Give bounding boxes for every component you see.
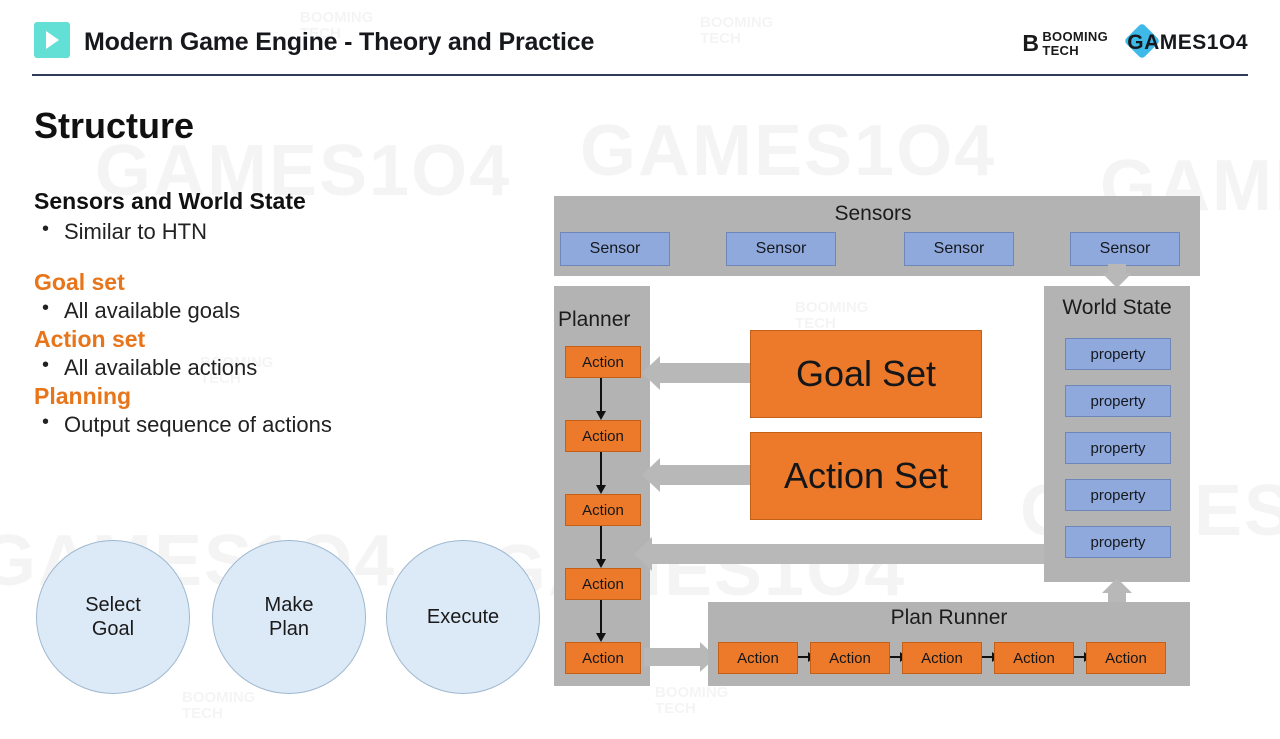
content-bullets	[34, 188, 524, 440]
play-triangle-icon	[34, 22, 70, 58]
arrow-planner-to-plan-runner	[644, 648, 700, 666]
arrow-planner-step	[600, 452, 602, 486]
heading-planning: Planning	[34, 383, 132, 409]
bullet-all-available-actions: • All available actions	[34, 355, 524, 381]
watermark-games104	[580, 110, 996, 192]
page-title: Structure	[34, 105, 195, 146]
watermark-booming-line2	[182, 705, 223, 722]
goal-set-box: Goal Set	[750, 330, 982, 418]
planner-panel-title: Planner	[558, 308, 631, 331]
flow-circle-select-goal-line1: Select	[85, 593, 141, 616]
flow-circle-make-plan-line1: Make	[264, 593, 314, 616]
plan-runner-action-box: Action	[1086, 642, 1166, 674]
flow-circle-execute	[386, 540, 540, 694]
bullet-all-available-goals: • All available goals	[34, 298, 524, 324]
planner-action-box: Action	[565, 420, 641, 452]
arrow-plan-runner-step	[890, 656, 900, 658]
flow-circle-execute-label: Execute	[426, 605, 500, 628]
plan-runner-action-box: Action	[994, 642, 1074, 674]
booming-tech-logo	[1022, 29, 1108, 58]
arrow-planner-step	[600, 526, 602, 560]
arrow-plan-runner-to-world-state	[1108, 592, 1126, 602]
sensor-box: Sensor	[1070, 232, 1180, 266]
header-divider	[32, 74, 1248, 76]
arrow-sensors-to-world-state	[1108, 264, 1126, 274]
planner-action-box: Action	[565, 642, 641, 674]
arrow-plan-runner-step	[1074, 656, 1084, 658]
booming-b-icon: B	[1022, 30, 1040, 56]
planner-action-box: Action	[565, 494, 641, 526]
heading-world-state: World State	[178, 188, 306, 214]
bullet-output-sequence: • Output sequence of actions	[34, 412, 524, 438]
sensors-panel-title: Sensors	[834, 202, 912, 225]
plan-runner-action-box: Action	[810, 642, 890, 674]
slide-header	[0, 0, 1280, 78]
heading-sensors-world-state	[34, 188, 524, 215]
heading-goal-set: Goal set	[34, 269, 125, 295]
watermark-booming-line2	[655, 700, 696, 717]
plan-runner-action-box: Action	[902, 642, 982, 674]
world-state-panel-title: World State	[1062, 296, 1172, 319]
flow-circle-select-goal	[36, 540, 190, 694]
arrow-goal-set-to-planner	[660, 363, 750, 383]
heading-and: and	[124, 188, 179, 214]
arrow-planner-step	[600, 600, 602, 634]
sensor-box: Sensor	[726, 232, 836, 266]
planner-action-box: Action	[565, 346, 641, 378]
world-state-property: property	[1065, 385, 1171, 417]
booming-tech-line2: TECH	[1042, 42, 1079, 58]
world-state-property: property	[1065, 479, 1171, 511]
sensor-box: Sensor	[560, 232, 670, 266]
goal-plan-execute-flow	[32, 534, 544, 698]
flow-circle-make-plan-line2: Plan	[268, 618, 310, 640]
goap-structure-diagram	[550, 196, 1250, 696]
heading-action-set: Action set	[34, 326, 146, 352]
bullet-similar-to-htn: • Similar to HTN	[34, 219, 524, 245]
header-title: Modern Game Engine - Theory and Practice	[84, 28, 595, 56]
arrow-world-state-to-planner	[652, 544, 1044, 564]
booming-tech-line1: BOOMING	[1042, 29, 1108, 44]
arrow-action-set-to-planner	[660, 465, 750, 485]
heading-sensors: Sensors	[34, 188, 125, 214]
world-state-property: property	[1065, 338, 1171, 370]
planner-action-box: Action	[565, 568, 641, 600]
games104-logo-text: GAMES1O4	[1127, 31, 1248, 54]
arrow-plan-runner-step	[798, 656, 808, 658]
world-state-property: property	[1065, 526, 1171, 558]
flow-circle-select-goal-line2: Goal	[91, 618, 135, 640]
arrow-plan-runner-step	[982, 656, 992, 658]
plan-runner-action-box: Action	[718, 642, 798, 674]
sensor-box: Sensor	[904, 232, 1014, 266]
action-set-box: Action Set	[750, 432, 982, 520]
arrow-planner-step	[600, 378, 602, 412]
plan-runner-panel-title: Plan Runner	[890, 606, 1008, 629]
world-state-property: property	[1065, 432, 1171, 464]
flow-circle-make-plan	[212, 540, 366, 694]
